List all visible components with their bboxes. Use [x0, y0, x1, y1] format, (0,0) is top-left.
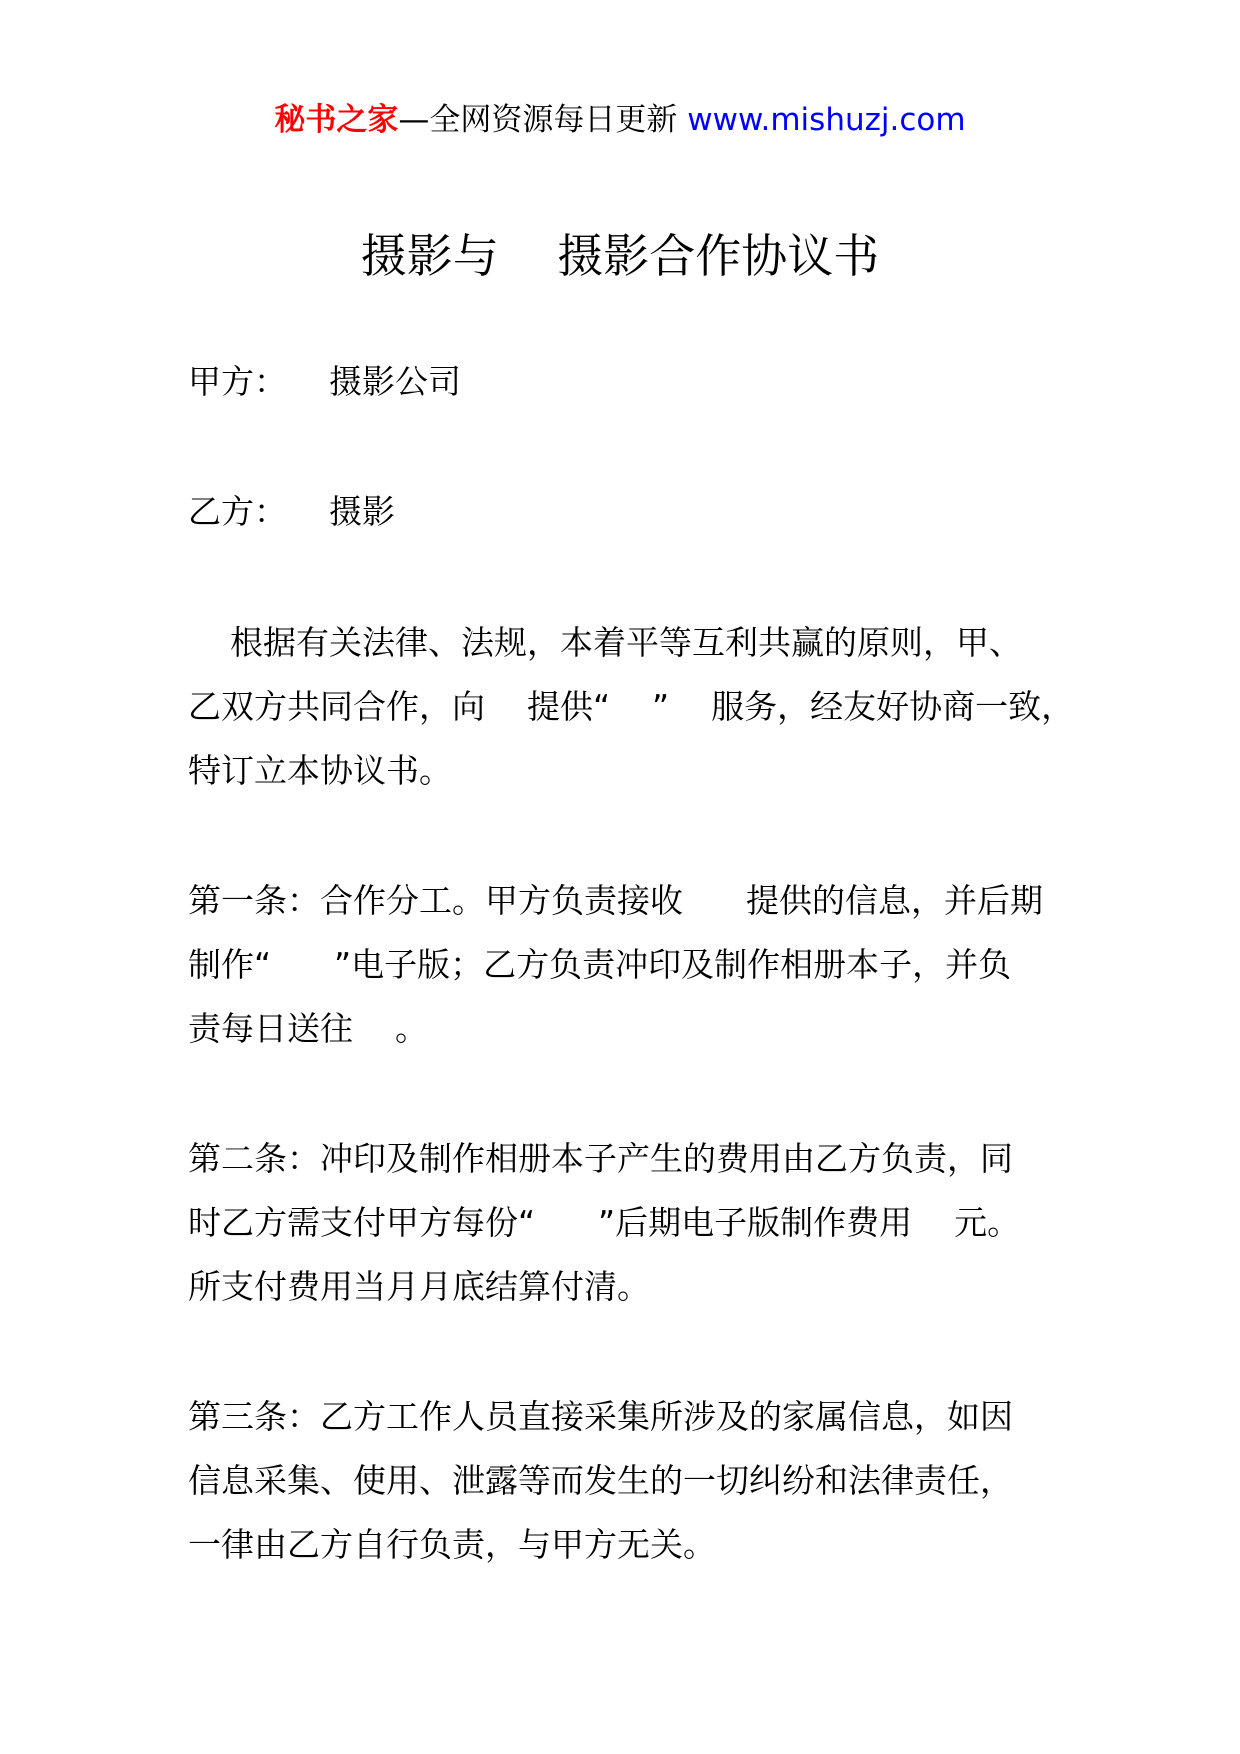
intro-line-1: 根据有关法律、法规，本着平等互利共赢的原则，甲、 [188, 623, 1022, 662]
party-a-line: 甲方： 摄影公司 [188, 362, 461, 401]
article1-line-3: 责每日送往 。 [188, 1009, 428, 1048]
header-slogan: —全网资源每日更新 [398, 102, 688, 138]
article3-line-2: 信息采集、使用、泄露等而发生的一切纠纷和法律责任， [188, 1461, 1013, 1500]
document-title: 摄影与 摄影合作协议书 [360, 229, 880, 283]
intro-line-2: 乙双方共同合作，向 提供“ ” 服务，经友好协商一致， [188, 687, 1075, 726]
site-header [0, 100, 1240, 140]
article3-line-1: 第三条：乙方工作人员直接采集所涉及的家属信息，如因 [188, 1397, 1013, 1436]
article1-line-1: 第一条：合作分工。甲方负责接收 提供的信息，并后期 [188, 881, 1043, 920]
article2-line-3: 所支付费用当月月底结算付清。 [188, 1267, 650, 1306]
site-url-link[interactable]: www.mishuzj.com [687, 102, 966, 138]
article1-line-2: 制作“ ”电子版；乙方负责冲印及制作相册本子，并负 [188, 945, 1012, 984]
article3-line-3: 一律由乙方自行负责，与甲方无关。 [188, 1525, 716, 1564]
party-b-line: 乙方： 摄影 [188, 492, 395, 531]
intro-line-3: 特订立本协议书。 [188, 751, 452, 790]
article2-line-1: 第二条：冲印及制作相册本子产生的费用由乙方负责，同 [188, 1139, 1013, 1178]
article2-line-2: 时乙方需支付甲方每份“ ”后期电子版制作费用 元。 [188, 1203, 1021, 1242]
brand-name: 秘书之家 [274, 102, 399, 138]
